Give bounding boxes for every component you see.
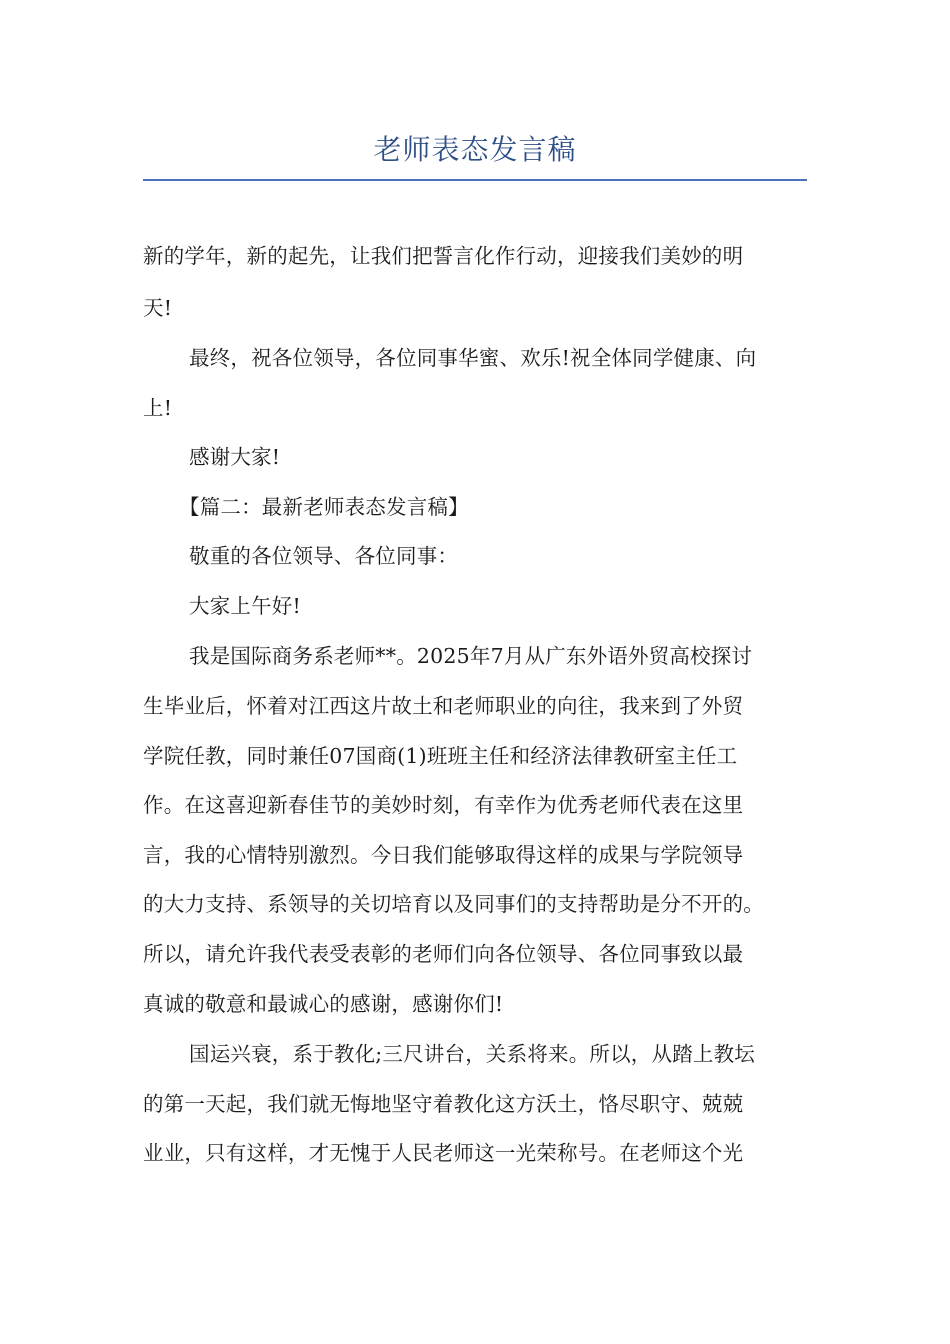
paragraph-line: 最终，祝各位领导，各位同事华蜜、欢乐!祝全体同学健康、向 <box>189 346 757 370</box>
paragraph-line: 所以，请允许我代表受表彰的老师们向各位领导、各位同事致以最 <box>143 942 744 966</box>
paragraph-line: 言，我的心情特别激烈。今日我们能够取得这样的成果与学院领导 <box>143 843 744 867</box>
paragraph-line: 国运兴衰，系于教化;三尺讲台，关系将来。所以，从踏上教坛 <box>189 1042 756 1066</box>
paragraph-line: 感谢大家! <box>189 445 281 469</box>
paragraph-line: 的大力支持、系领导的关切培育以及同事们的支持帮助是分不开的。 <box>143 892 764 916</box>
paragraph-line: 业业，只有这样，才无愧于人民老师这一光荣称号。在老师这个光 <box>143 1141 744 1165</box>
paragraph-line: 的第一天起，我们就无悔地坚守着教化这方沃土，恪尽职守、兢兢 <box>143 1092 744 1116</box>
paragraph-line: 天! <box>143 296 173 320</box>
document-title: 老师表态发言稿 <box>373 133 577 166</box>
paragraph-line: 真诚的敬意和最诚心的感谢，感谢你们! <box>143 992 504 1016</box>
paragraph-line: 新的学年，新的起先，让我们把誓言化作行动，迎接我们美妙的明 <box>143 244 744 268</box>
paragraph-line: 上! <box>143 396 173 420</box>
paragraph-line: 学院任教，同时兼任07国商(1)班班主任和经济法律教研室主任工 <box>143 744 738 768</box>
paragraph-line: 大家上午好! <box>189 594 301 618</box>
paragraph-line: 敬重的各位领导、各位同事： <box>189 544 459 568</box>
title-underline <box>143 179 807 181</box>
paragraph-line: 生毕业后，怀着对江西这片故土和老师职业的向往，我来到了外贸 <box>143 694 744 718</box>
section-heading: 【篇二：最新老师表态发言稿】 <box>179 495 469 519</box>
paragraph-line: 作。在这喜迎新春佳节的美妙时刻，有幸作为优秀老师代表在这里 <box>143 793 744 817</box>
paragraph-line: 我是国际商务系老师**。2025年7月从广东外语外贸高校探讨 <box>189 644 753 668</box>
